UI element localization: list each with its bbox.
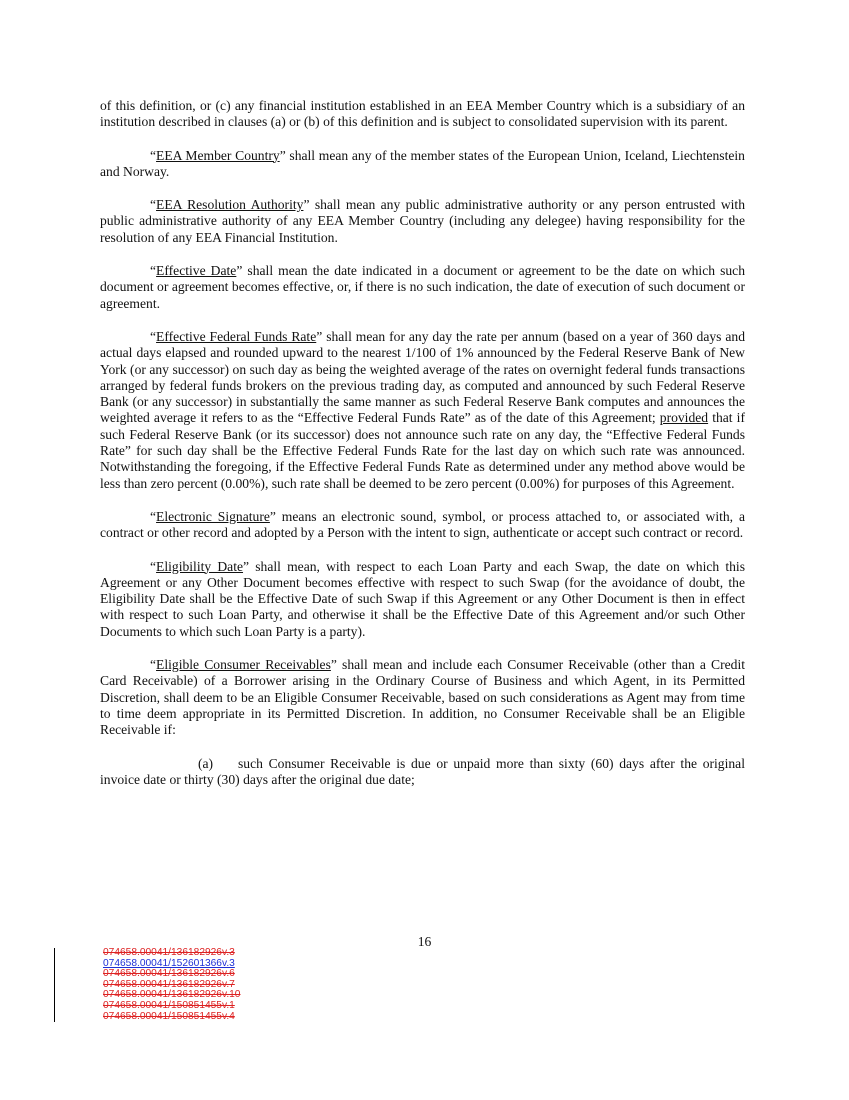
doc-id-current: 074658.00041/152601366v.3 — [103, 957, 235, 969]
page-number: 16 — [417, 934, 432, 949]
definition-eea-member-country: “EEA Member Country” shall mean any of the member states of the European Union, Iceland, Liechtenstein and Norway. — [100, 147, 745, 179]
definition-effective-federal-funds-rate: “Effective Federal Funds Rate” shall mean for any day the rate per annum (based on a year of 360 days and actual days elapsed and rounded upward to the nearest 1/100 of 1% announced by the Federal Reserve Bank of New York (or any successor) on such day as being the weighted average of the rates on overnight federal funds transactions arranged by federal funds brokers on the previous trading day, as computed and announced by such Federal Reserve Bank (or any successor) in substantially the same manner as such Federal Reserve Bank computes and announces the weighted average it refers to as the “Effective Federal Funds Rate” as of the date of this Agreement; provided that if such Federal Reserve Bank (or its successor) does not announce such rate on any day, the “Effective Federal Funds Rate” for such day shall be the Effective Federal Funds Rate for the last day on which such rate was announced. Notwithstanding the foregoing, if the Effective Federal Funds Rate as determined under any method above would be less than zero percent (0.00%), such rate shall be deemed to be zero percent (0.00%) for purposes of this Agreement. — [100, 328, 745, 491]
subclause-text: such Consumer Receivable is due or unpaid more than sixty (60) days after the original invoice date or thirty (30) days after the original due date; — [100, 755, 745, 787]
document-id-footer — [54, 948, 240, 1022]
defined-term: EEA Member Country — [156, 147, 280, 163]
definition-eea-resolution-authority: “EEA Resolution Authority” shall mean any public administrative authority or any person entrusted with public administrative authority of any EEA Member Country (including any delegee) having responsibility for the resolution of any EEA Financial Institution. — [100, 197, 745, 245]
defined-term: Effective Date — [156, 263, 237, 279]
defined-term: Electronic Signature — [156, 508, 270, 524]
definition-eligible-consumer-receivables: “Eligible Consumer Receivables” shall mean and include each Consumer Receivable (other than a Credit Card Receivable) of a Borrower arising in the Ordinary Course of Business and which Agent, in its Permitted Discretion, shall deem to be an Eligible Consumer Receivable, based on such considerations as Agent may from time to time deem appropriate in its Permitted Discretion. In addition, no Consumer Receivable shall be an Eligible Receivable if: — [100, 657, 746, 738]
defined-term: Eligible Consumer Receivables — [156, 657, 331, 673]
doc-id-struck: 074658.00041/136182926v.10 — [103, 989, 241, 1001]
defined-term: Effective Federal Funds Rate — [156, 328, 317, 344]
document-body — [100, 98, 745, 788]
defined-term: Eligibility Date — [156, 558, 244, 574]
doc-id-struck: 074658.00041/136182926v.6 — [103, 968, 235, 980]
defined-term: EEA Resolution Authority — [156, 197, 304, 213]
doc-id-struck: 074658.00041/136182926v.3 — [103, 947, 235, 958]
doc-id-struck: 074658.00041/136182926v.7 — [103, 978, 235, 990]
intro-paragraph: of this definition, or (c) any financial institution established in an EEA Member Country which is a subsidiary of an institution described in clauses (a) or (b) of this definition and is subject to consolidated supervision with its parent. — [100, 98, 745, 130]
doc-id-struck: 074658.00041/150851455v.1 — [103, 999, 235, 1011]
definition-eligibility-date: “Eligibility Date” shall mean, with respect to each Loan Party and each Swap, the date on which this Agreement or any Other Document becomes effective with respect to such Swap (for the avoidance of doubt, the Eligibility Date shall be the Effective Date of such Swap if this Agreement or any Other Document is then in effect with respect to such Loan Party, and otherwise it shall be the Effective Date of this Agreement and/or such Other Documents to which such Loan Party is a party). — [100, 558, 745, 639]
doc-id-struck: 074658.00041/150851455v.4 — [103, 1010, 235, 1022]
subclause-label: (a) — [198, 755, 214, 771]
subclause-a — [100, 756, 745, 789]
definition-electronic-signature: “Electronic Signature” means an electronic sound, symbol, or process attached to, or associated with, a contract or other record and adopted by a Person with the intent to sign, authenticate or accept such contract or record. — [100, 508, 745, 541]
provided-term: provided — [659, 410, 709, 426]
definition-effective-date: “Effective Date” shall mean the date indicated in a document or agreement to be the date on which such document or agreement becomes effective, or, if there is no such indication, the date of execution of such document or agreement. — [100, 263, 745, 311]
